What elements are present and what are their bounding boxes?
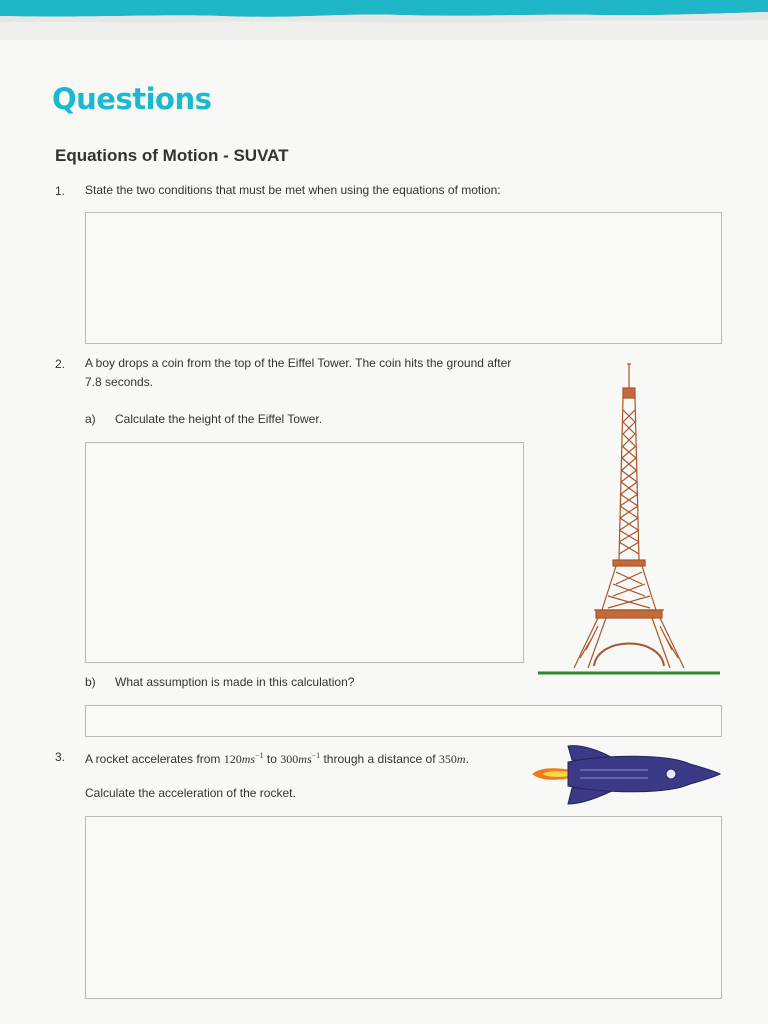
question-2b-text: What assumption is made in this calculation? [115,675,355,689]
question-2a-answer-box[interactable] [85,442,524,663]
header-brush-band [0,0,768,40]
question-3-number: 3. [55,750,66,764]
question-1-number: 1. [55,184,66,198]
rocket-icon [528,740,724,808]
question-2-number: 2. [55,357,66,371]
q3-text-mid: to [263,752,281,766]
question-3-answer-box[interactable] [85,816,722,999]
question-3-instruction: Calculate the acceleration of the rocket. [85,786,296,800]
question-1-text: State the two conditions that must be met when using the equations of motion: [85,183,501,197]
question-3-text [85,747,469,768]
page-heading: Questions [52,82,212,116]
question-2-text-line2: 7.8 seconds. [85,375,154,389]
question-2b-answer-box[interactable] [85,705,722,737]
question-2b-label: b) [85,675,96,689]
q3-text-mid2: through a distance of [320,752,439,766]
question-2a-label: a) [85,412,96,426]
question-1-answer-box[interactable] [85,212,722,344]
q3-distance: 350m [438,752,466,766]
section-title: Equations of Motion - SUVAT [55,146,289,165]
question-2a-text: Calculate the height of the Eiffel Tower. [115,412,323,426]
q3-text-pre: A rocket accelerates from [85,752,224,766]
eiffel-tower-icon [536,360,724,680]
q3-initial-velocity: $120ms^{-1}$ [223,751,264,766]
q3-final-velocity: $300ms^{-1}$ [280,751,321,766]
question-2-text-line1: A boy drops a coin from the top of the Eiffel Tower. The coin hits the ground after [85,356,512,370]
q3-text-end: . [465,752,469,766]
